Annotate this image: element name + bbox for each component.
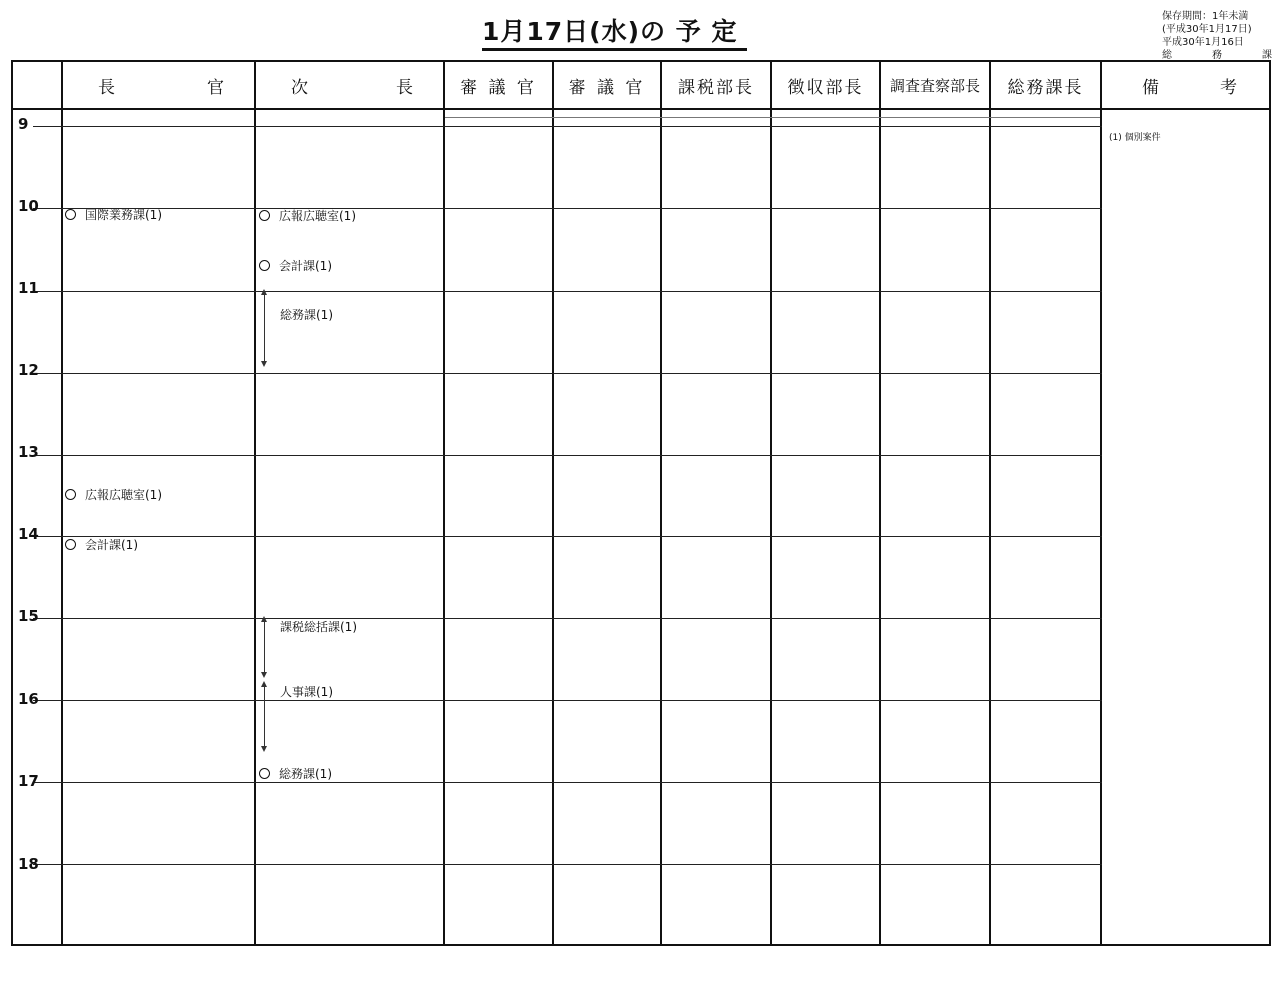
- hour-subline-9: [445, 117, 1100, 118]
- remarks-note: (1) 個別案件: [1109, 133, 1161, 143]
- header-char: 長: [396, 77, 413, 98]
- entry-text: 総務課(1): [279, 767, 332, 781]
- entry-text: 会計課(1): [85, 538, 138, 552]
- hour-line-14: [33, 536, 1102, 537]
- header-divider: [13, 108, 1269, 110]
- column-divider: [552, 62, 554, 944]
- retention-period: 保存期間：1年未満: [1162, 11, 1249, 22]
- column-divider: [443, 62, 445, 944]
- entry-text: 課税総括課(1): [280, 620, 357, 634]
- schedule-entry: [65, 486, 162, 503]
- hour-label: 18: [18, 855, 39, 873]
- column-divider: [61, 62, 63, 944]
- schedule-table: [11, 60, 1271, 946]
- column-header-shingikan-1: 審 議 官: [460, 77, 537, 98]
- column-header-shingikan-2: 審 議 官: [568, 77, 646, 98]
- circle-icon: [65, 539, 76, 550]
- schedule-entry: [280, 618, 357, 635]
- schedule-entry: [280, 306, 333, 323]
- duration-arrow-icon: [264, 618, 265, 676]
- dept-char: 課: [1262, 50, 1272, 61]
- schedule-entry: [280, 683, 333, 700]
- header-char: 次: [291, 77, 308, 98]
- hour-label: 11: [18, 279, 39, 297]
- duration-arrow-icon: [264, 683, 265, 750]
- hour-label: 10: [18, 197, 39, 215]
- column-divider: [1100, 62, 1102, 944]
- circle-icon: [65, 209, 76, 220]
- header-char: 官: [207, 77, 224, 98]
- hour-label: 16: [18, 690, 39, 708]
- schedule-entry: [259, 207, 356, 224]
- dept-char: 総: [1162, 50, 1172, 61]
- page-title: 1月17日(水)の 予 定: [482, 16, 747, 51]
- duration-arrow-icon: [264, 291, 265, 365]
- schedule-entry: [65, 206, 162, 223]
- entry-text: 国際業務課(1): [85, 208, 162, 222]
- circle-icon: [65, 489, 76, 500]
- header-char: 長: [98, 77, 115, 98]
- circle-icon: [259, 768, 270, 779]
- retention-date: (平成30年1月17日): [1162, 24, 1252, 35]
- hour-label: 12: [18, 361, 39, 379]
- hour-line-9: [33, 126, 1102, 127]
- header-char: 考: [1220, 77, 1237, 98]
- schedule-entry: [259, 765, 332, 782]
- column-header-kazei-bucho: 課税部長: [678, 77, 754, 98]
- hour-label: 17: [18, 772, 39, 790]
- column-header-remarks: [1102, 62, 1271, 108]
- hour-label: 15: [18, 607, 39, 625]
- column-divider: [660, 62, 662, 944]
- schedule-entry: [259, 257, 332, 274]
- column-header-chosa-sasatsu-bucho: 調査査察部長: [889, 76, 980, 95]
- entry-text: 広報広聴室(1): [85, 488, 162, 502]
- schedule-entry: [65, 536, 138, 553]
- hour-line-18: [33, 864, 1102, 865]
- hour-label: 9: [18, 115, 29, 133]
- column-divider: [254, 62, 256, 944]
- hour-line-13: [33, 455, 1102, 456]
- entry-text: 広報広聴室(1): [279, 209, 356, 223]
- entry-text: 会計課(1): [279, 259, 332, 273]
- column-divider: [989, 62, 991, 944]
- hour-line-15: [33, 618, 1102, 619]
- column-header-chokan: [63, 62, 254, 108]
- circle-icon: [259, 210, 270, 221]
- header-char: 備: [1142, 77, 1159, 98]
- dept-char: 務: [1212, 50, 1222, 61]
- circle-icon: [259, 260, 270, 271]
- column-header-somu-kacho: 総務課長: [1007, 77, 1084, 98]
- entry-text: 人事課(1): [280, 685, 333, 699]
- hour-label: 13: [18, 443, 39, 461]
- issue-date: 平成30年1月16日: [1162, 37, 1244, 48]
- hour-line-17: [33, 782, 1102, 783]
- column-header-choshu-bucho: 徴収部長: [787, 77, 864, 98]
- hour-line-12: [33, 373, 1102, 374]
- hour-line-11: [33, 291, 1102, 292]
- document-meta: [1162, 10, 1272, 62]
- entry-text: 総務課(1): [280, 308, 333, 322]
- column-divider: [770, 62, 772, 944]
- column-header-jicho: [256, 62, 443, 108]
- hour-line-10: [33, 208, 1102, 209]
- column-divider: [879, 62, 881, 944]
- hour-line-16: [33, 700, 1102, 701]
- hour-label: 14: [18, 525, 39, 543]
